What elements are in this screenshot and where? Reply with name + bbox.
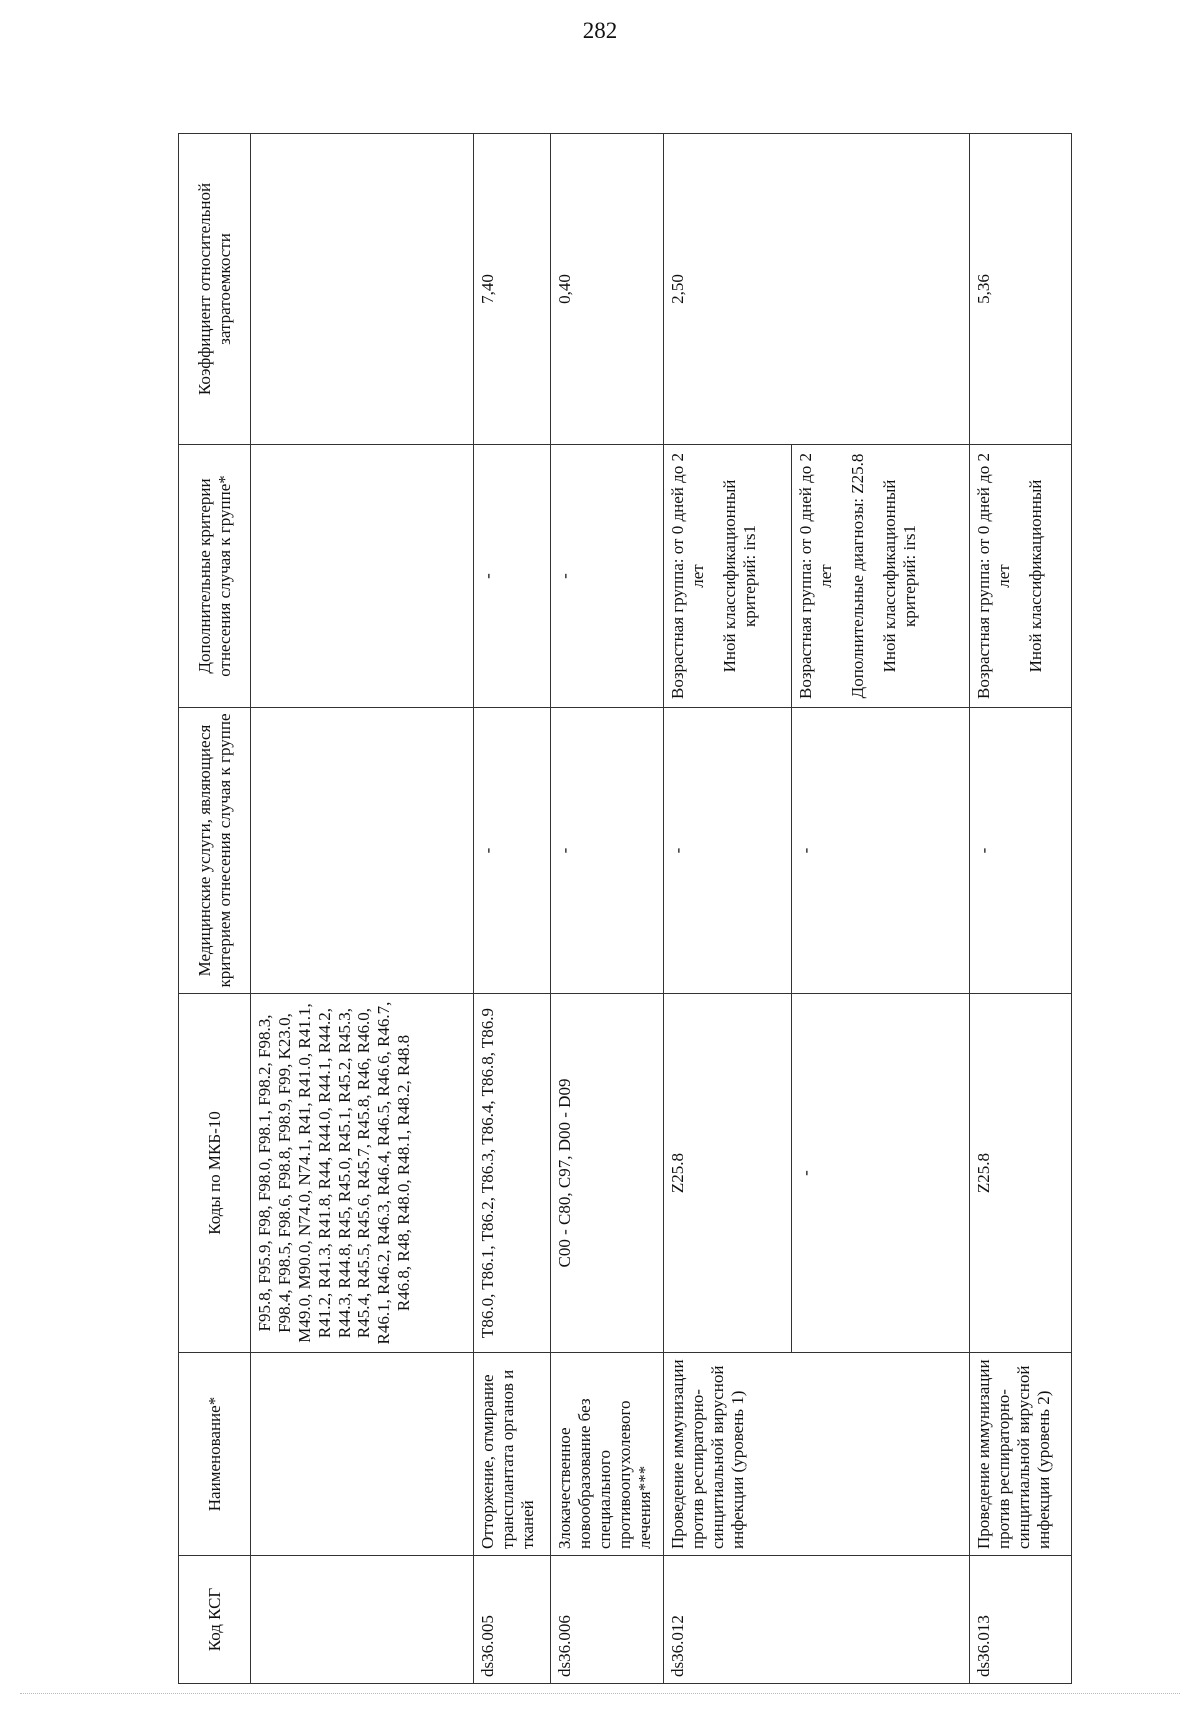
cell-mkb: F95.8, F95.9, F98, F98.0, F98.1, F98.2, F98.3, F98.4, F98.5, F98.6, F98.8, F98.9, F99, K23.0, M49.0, M90.0, N74.0, N74.1, R41, R41.0, R41.1, R41.2, R41.3, R41.8, R44, R44.0, R44.1, R44.2, R44.3, R44.8, R45, R45.0, R45.1, R45.2, R45.3, R45.4, R45.5, R45.6, R45.7, R45.8, R46, R46.0, R46.1, R46.2, R46.3, R46.4, R46.5, R46.6, R46.7, R46.8, R48, R48.0, R48.1, R48.2, R48.8 <box>251 994 474 1353</box>
cell-mkb: T86.0, T86.1, T86.2, T86.3, T86.4, T86.8, T86.9 <box>474 994 551 1353</box>
cell-coef: 0,40 <box>551 134 664 445</box>
cell-services: - <box>970 708 1072 994</box>
cell-criteria: - <box>551 445 664 708</box>
cell-services: - <box>474 708 551 994</box>
cell-criteria: - <box>474 445 551 708</box>
header-name: Наименование* <box>179 1353 251 1556</box>
criteria-line: Иной классификационный <box>1025 479 1045 673</box>
header-mkb: Коды по МКБ-10 <box>179 994 251 1353</box>
criteria-line: Возрастная группа: от 0 дней до 2 лет <box>668 453 707 699</box>
cell-mkb: Z25.8 <box>970 994 1072 1353</box>
cell-services: - <box>792 708 970 994</box>
cell-code: ds36.012 <box>664 1556 970 1684</box>
criteria-line: Возрастная группа: от 0 дней до 2 лет <box>796 453 835 699</box>
table-row <box>551 134 664 1684</box>
table-row <box>970 134 1072 1684</box>
cell-coef: 5,36 <box>970 134 1072 445</box>
header-services: Медицинские услуги, являющиеся критерием отнесения случая к группе <box>179 708 251 994</box>
cell-code: ds36.006 <box>551 1556 664 1684</box>
cell-name: Отторжение, отмирание трансплантата органов и тканей <box>474 1353 551 1556</box>
cell-services <box>251 708 474 994</box>
header-code: Код КСГ <box>179 1556 251 1684</box>
table-row <box>251 134 474 1684</box>
cell-services: - <box>551 708 664 994</box>
cell-mkb: - <box>792 994 970 1353</box>
cell-mkb: Z25.8 <box>664 994 792 1353</box>
cell-criteria <box>792 445 970 708</box>
header-coef: Коэффициент относительной затратоемкости <box>179 134 251 445</box>
cell-name: Проведение иммунизации против респираторно-синцитиальной вирусной инфекции (уровень 2) <box>970 1353 1072 1556</box>
page-number: 282 <box>582 18 618 43</box>
criteria-line: Дополнительные диагнозы: Z25.8 <box>847 453 867 699</box>
cell-name <box>251 1353 474 1556</box>
criteria-line: Возрастная группа: от 0 дней до 2 лет <box>974 453 1013 699</box>
cell-mkb: C00 - C80, C97, D00 - D09 <box>551 994 664 1353</box>
criteria-line: Иной классификационный критерий: irs1 <box>879 479 919 673</box>
scan-artifact-line <box>20 1693 1180 1695</box>
cell-name: Проведение иммунизации против респираторно-синцитиальной вирусной инфекции (уровень 1) <box>664 1353 970 1556</box>
header-criteria: Дополнительные критерии отнесения случая к группе* <box>179 445 251 708</box>
cell-criteria <box>970 445 1072 708</box>
cell-coef <box>251 134 474 445</box>
table-row <box>664 134 792 1684</box>
table-row <box>474 134 551 1684</box>
cell-criteria <box>251 445 474 708</box>
cell-code: ds36.013 <box>970 1556 1072 1684</box>
ksg-table <box>178 133 1072 1684</box>
cell-name: Злокачественное новообразование без специального противоопухолевого лечения*** <box>551 1353 664 1556</box>
cell-code: ds36.005 <box>474 1556 551 1684</box>
cell-criteria <box>664 445 792 708</box>
header-row <box>179 134 251 1684</box>
cell-coef: 2,50 <box>664 134 970 445</box>
cell-services: - <box>664 708 792 994</box>
cell-code <box>251 1556 474 1684</box>
rotated-table-container <box>178 134 1071 1684</box>
cell-coef: 7,40 <box>474 134 551 445</box>
criteria-line: Иной классификационный критерий: irs1 <box>719 479 759 673</box>
